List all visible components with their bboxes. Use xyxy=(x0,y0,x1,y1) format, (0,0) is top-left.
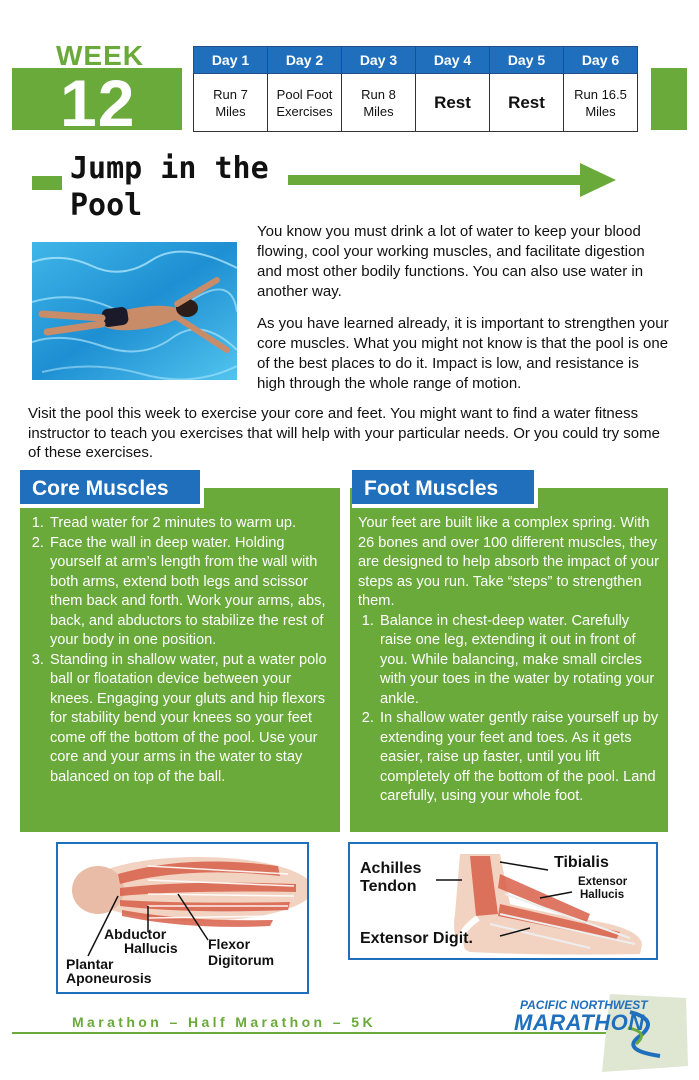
foot-exercise-list xyxy=(358,612,662,807)
schedule-header-row xyxy=(194,47,638,74)
day-header: Day 4 xyxy=(416,47,490,74)
day-header: Day 6 xyxy=(564,47,638,74)
list-item: 2. In shallow water gently raise yourself up by extending your feet and toes. As it gets easier, raise up faster, until you lift completely off the bottom of the pool. Land carefully, using your whole foot. xyxy=(378,709,662,807)
intro-text xyxy=(257,222,669,406)
logo-title: MARATHON xyxy=(514,1010,645,1035)
week-label: WEEK xyxy=(56,40,144,71)
activity-line: Run 7 xyxy=(213,86,248,102)
week-number: 12 xyxy=(60,66,136,140)
activity-line: Miles xyxy=(215,103,246,119)
day-activity xyxy=(342,74,416,132)
activity-line: Miles xyxy=(363,103,394,119)
foot-muscles-heading: Foot Muscles xyxy=(352,470,538,508)
title-accent xyxy=(32,176,62,190)
core-muscles-heading: Core Muscles xyxy=(20,470,204,508)
foot-side-diagram xyxy=(348,842,658,960)
schedule-activity-row xyxy=(194,74,638,132)
right-accent-bar xyxy=(651,68,687,130)
day-header: Day 3 xyxy=(342,47,416,74)
foot-sole-diagram xyxy=(56,842,309,994)
label-flexor: Flexor xyxy=(208,936,251,952)
schedule-table xyxy=(193,46,638,132)
core-exercise-list xyxy=(28,514,334,787)
label-hallucis-side: Hallucis xyxy=(580,889,625,901)
activity-line: Run 8 xyxy=(361,86,396,102)
label-achilles: Achilles xyxy=(360,860,422,877)
label-abductor: Abductor xyxy=(104,926,167,942)
day-activity xyxy=(564,74,638,132)
page-title: Jump in the Pool xyxy=(70,151,269,223)
label-extensor-digit: Extensor Digit. xyxy=(360,930,473,947)
logo-subtitle: PACIFIC NORTHWEST xyxy=(520,998,648,1012)
day-activity xyxy=(194,74,268,132)
week-block xyxy=(12,40,182,140)
day-header: Day 5 xyxy=(490,47,564,74)
activity-line: Run 16.5 xyxy=(574,86,627,102)
intro-paragraph: As you have learned already, it is important to strengthen your core muscles. What you might not know is that the pool is one of the best places to do it. Impact is low, and resistance is high through the whole range of motion. xyxy=(257,315,669,392)
list-item: 1. Tread water for 2 minutes to warm up. xyxy=(48,514,334,534)
activity-line: Exercises xyxy=(276,103,333,119)
label-hallucis: Hallucis xyxy=(124,940,178,956)
label-digitorum: Digitorum xyxy=(208,952,275,968)
day-activity: Rest xyxy=(416,74,490,132)
day-header: Day 1 xyxy=(194,47,268,74)
visit-paragraph: Visit the pool this week to exercise your core and feet. You might want to find a water fitness instructor to teach you exercises that will help with your particular needs. Or you could try some of these exercises. xyxy=(28,405,660,461)
label-tendon: Tendon xyxy=(360,878,417,895)
day-header: Day 2 xyxy=(268,47,342,74)
label-plantar: Plantar xyxy=(66,956,114,972)
day-activity: Rest xyxy=(490,74,564,132)
marathon-logo xyxy=(510,992,690,1074)
activity-line: Pool Foot xyxy=(276,86,333,102)
arrow-right-icon xyxy=(288,163,618,199)
swimmer-photo xyxy=(32,242,237,380)
activity-line: Miles xyxy=(585,103,616,119)
list-item: 3. Standing in shallow water, put a water polo ball or floatation device between your knees. Engaging your gluts and hip flexors for stability bend your knees so your feet come off the bottom of the pool. Use your core and your arms in the water to stay balanced on top of the ball. xyxy=(48,651,334,788)
list-item: 1. Balance in chest-deep water. Carefully raise one leg, extending it out in front of you. While balancing, make small circles with your toes in the water by rotating your ankle. xyxy=(378,612,662,710)
day-activity xyxy=(268,74,342,132)
label-aponeurosis: Aponeurosis xyxy=(66,970,152,986)
list-item: 2. Face the wall in deep water. Holding yourself at arm’s length from the wall with both arms, extend both legs and scissor them back and forth. Work your arms, abs, back, and abductors to stabilize the rest of your body in one position. xyxy=(48,534,334,651)
label-tibialis: Tibialis xyxy=(554,854,609,871)
footer-tagline: Marathon – Half Marathon – 5K xyxy=(72,1014,376,1030)
core-muscles-body xyxy=(28,514,334,787)
label-extensor: Extensor xyxy=(578,876,628,888)
foot-muscles-body xyxy=(358,514,662,807)
intro-paragraph: You know you must drink a lot of water to keep your blood flowing, cool your working muscles, and facilitate digestion and most other bodily functions. You can also use water in another way. xyxy=(257,223,645,300)
core-muscles-box xyxy=(20,488,340,832)
foot-muscles-box xyxy=(350,488,668,832)
foot-intro: Your feet are built like a complex spring. With 26 bones and over 100 different muscles, they are designed to help absorb the impact of your steps as you run. Take “steps” to strengthen them. xyxy=(358,515,659,609)
